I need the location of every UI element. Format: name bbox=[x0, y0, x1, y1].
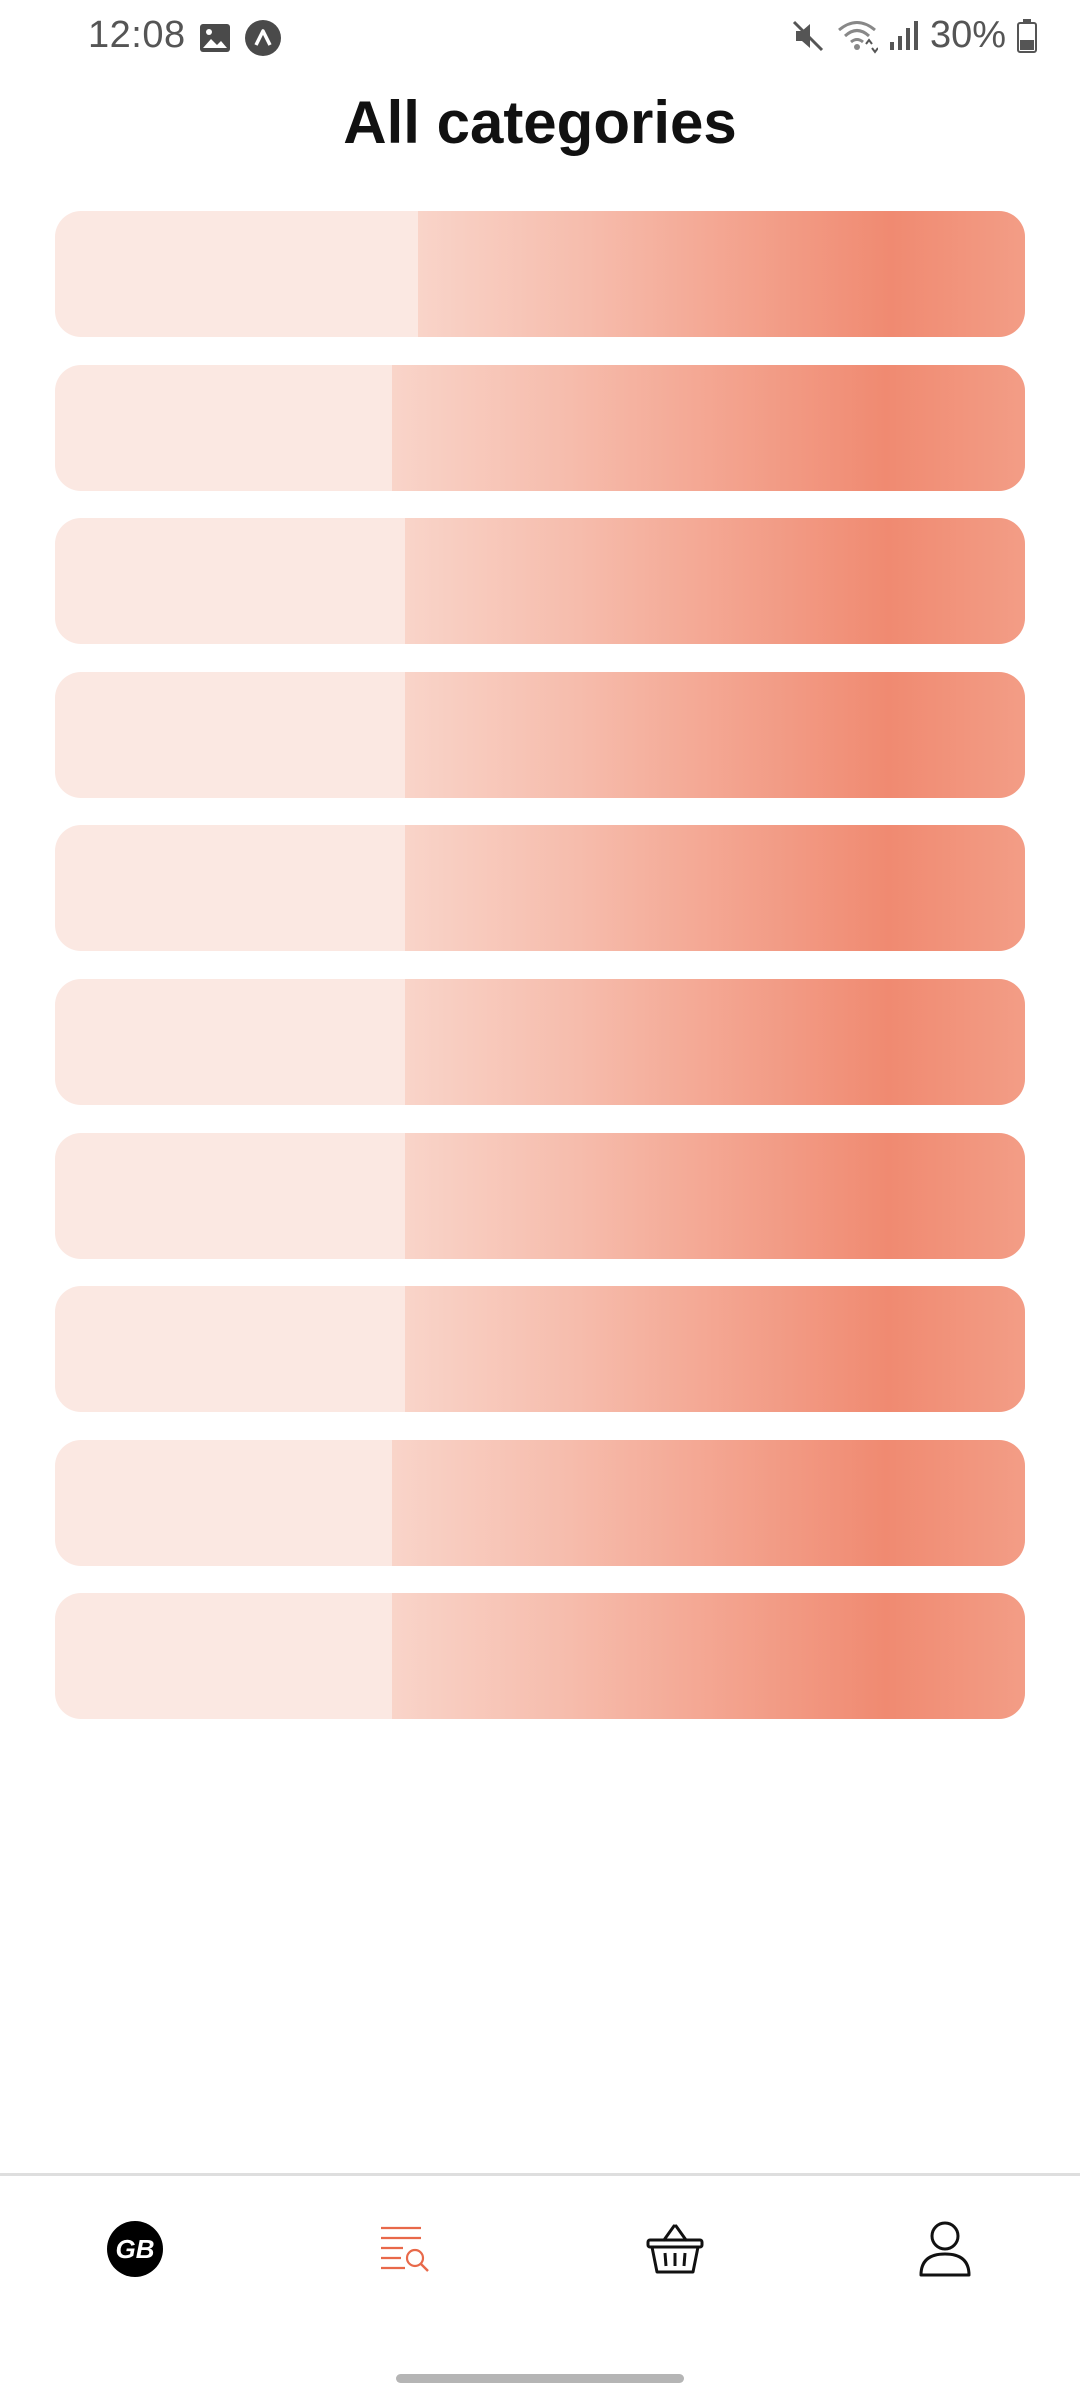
nav-cart-button[interactable] bbox=[640, 2214, 710, 2284]
category-placeholder[interactable] bbox=[55, 672, 1025, 798]
category-placeholder[interactable] bbox=[55, 1593, 1025, 1719]
app-notification-icon bbox=[244, 19, 282, 57]
gesture-navigation-bar[interactable] bbox=[396, 2374, 684, 2383]
category-placeholder[interactable] bbox=[55, 1286, 1025, 1412]
nav-profile-button[interactable] bbox=[910, 2214, 980, 2284]
status-system-icons bbox=[790, 14, 1038, 57]
category-placeholder[interactable] bbox=[55, 1133, 1025, 1259]
image-icon bbox=[198, 21, 232, 55]
category-placeholder[interactable] bbox=[55, 518, 1025, 644]
gb-logo-text: GB bbox=[115, 2234, 155, 2264]
nav-home-button[interactable] bbox=[100, 2214, 170, 2284]
signal-icon bbox=[888, 18, 920, 54]
wifi-icon bbox=[836, 18, 878, 54]
bottom-nav bbox=[0, 2176, 1080, 2316]
category-placeholder[interactable] bbox=[55, 365, 1025, 491]
category-placeholder[interactable] bbox=[55, 211, 1025, 337]
mute-icon bbox=[790, 18, 826, 54]
battery-icon bbox=[1016, 18, 1038, 54]
category-placeholder[interactable] bbox=[55, 979, 1025, 1105]
user-icon bbox=[918, 2220, 972, 2278]
nav-catalog-button[interactable] bbox=[370, 2214, 440, 2284]
catalog-search-icon bbox=[379, 2224, 431, 2274]
gb-logo-icon bbox=[106, 2220, 164, 2278]
battery-percentage: 30% bbox=[929, 14, 1006, 56]
status-notification-icons bbox=[198, 19, 282, 57]
status-bar bbox=[0, 0, 1080, 80]
category-placeholder[interactable] bbox=[55, 1440, 1025, 1566]
category-list bbox=[55, 211, 1025, 1747]
category-placeholder[interactable] bbox=[55, 825, 1025, 951]
page-title: All categories bbox=[343, 89, 737, 156]
status-time: 12:08 bbox=[88, 14, 186, 56]
basket-icon bbox=[646, 2222, 704, 2276]
